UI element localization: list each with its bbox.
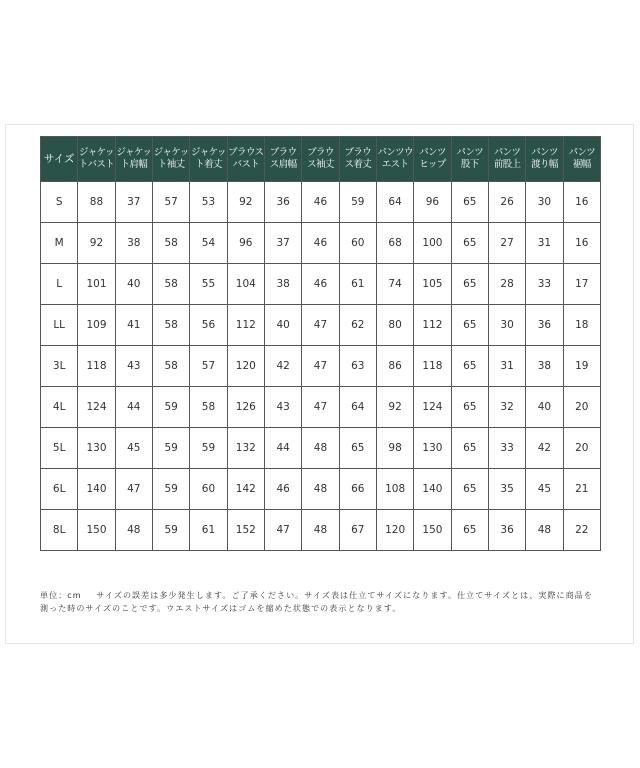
table-header-cell: ブラウ ス着丈 [339, 137, 376, 182]
table-cell: 36 [488, 510, 525, 551]
table-cell: 65 [451, 264, 488, 305]
table-header-cell: パンツ 股下 [451, 137, 488, 182]
size-label-cell: S [41, 182, 78, 223]
table-cell: 74 [376, 264, 413, 305]
table-cell: 124 [78, 387, 115, 428]
table-cell: 47 [115, 469, 152, 510]
table-cell: 130 [414, 428, 451, 469]
table-cell: 120 [376, 510, 413, 551]
table-cell: 47 [264, 510, 301, 551]
table-row [41, 387, 601, 428]
table-cell: 96 [227, 223, 264, 264]
table-cell: 42 [526, 428, 563, 469]
table-cell: 47 [302, 305, 339, 346]
table-header-cell: パンツウ エスト [376, 137, 413, 182]
table-header-cell: ブラウス バスト [227, 137, 264, 182]
table-cell: 36 [526, 305, 563, 346]
size-label-cell: 4L [41, 387, 78, 428]
table-cell: 101 [78, 264, 115, 305]
table-cell: 60 [190, 469, 227, 510]
table-cell: 46 [264, 469, 301, 510]
table-cell: 40 [264, 305, 301, 346]
table-cell: 20 [563, 387, 600, 428]
table-cell: 62 [339, 305, 376, 346]
table-cell: 130 [78, 428, 115, 469]
table-cell: 58 [152, 346, 189, 387]
table-cell: 142 [227, 469, 264, 510]
table-cell: 33 [488, 428, 525, 469]
table-cell: 44 [115, 387, 152, 428]
table-cell: 55 [190, 264, 227, 305]
table-row [41, 510, 601, 551]
table-cell: 30 [488, 305, 525, 346]
table-cell: 19 [563, 346, 600, 387]
table-cell: 28 [488, 264, 525, 305]
table-cell: 53 [190, 182, 227, 223]
table-cell: 112 [414, 305, 451, 346]
table-cell: 61 [190, 510, 227, 551]
table-header-cell: ジャケッ トバスト [78, 137, 115, 182]
table-cell: 31 [488, 346, 525, 387]
table-cell: 118 [78, 346, 115, 387]
table-cell: 16 [563, 223, 600, 264]
table-cell: 38 [526, 346, 563, 387]
table-header-cell: ブラウ ス袖丈 [302, 137, 339, 182]
table-cell: 46 [302, 223, 339, 264]
table-cell: 68 [376, 223, 413, 264]
table-cell: 16 [563, 182, 600, 223]
table-row [41, 469, 601, 510]
table-cell: 31 [526, 223, 563, 264]
table-cell: 41 [115, 305, 152, 346]
table-row [41, 264, 601, 305]
table-cell: 105 [414, 264, 451, 305]
table-cell: 67 [339, 510, 376, 551]
table-header-cell: パンツ 渡り幅 [526, 137, 563, 182]
table-cell: 46 [302, 182, 339, 223]
table-cell: 35 [488, 469, 525, 510]
table-cell: 59 [152, 387, 189, 428]
table-cell: 42 [264, 346, 301, 387]
table-cell: 57 [190, 346, 227, 387]
table-row [41, 305, 601, 346]
table-cell: 60 [339, 223, 376, 264]
table-cell: 61 [339, 264, 376, 305]
table-header-cell: ジャケッ ト袖丈 [152, 137, 189, 182]
table-cell: 38 [264, 264, 301, 305]
table-cell: 100 [414, 223, 451, 264]
table-cell: 43 [264, 387, 301, 428]
table-cell: 48 [302, 510, 339, 551]
table-cell: 33 [526, 264, 563, 305]
table-cell: 63 [339, 346, 376, 387]
table-cell: 92 [227, 182, 264, 223]
table-cell: 112 [227, 305, 264, 346]
table-cell: 44 [264, 428, 301, 469]
table-cell: 150 [78, 510, 115, 551]
table-cell: 32 [488, 387, 525, 428]
table-header-row [41, 137, 601, 182]
note-unit: 単位：cm [40, 591, 82, 600]
table-cell: 80 [376, 305, 413, 346]
header-size: サイズ [41, 137, 78, 182]
table-cell: 18 [563, 305, 600, 346]
table-header-cell: ジャケッ ト肩幅 [115, 137, 152, 182]
table-cell: 65 [451, 346, 488, 387]
table-cell: 27 [488, 223, 525, 264]
table-cell: 48 [526, 510, 563, 551]
table-cell: 46 [302, 264, 339, 305]
table-cell: 48 [302, 428, 339, 469]
table-cell: 152 [227, 510, 264, 551]
table-row [41, 182, 601, 223]
table-cell: 45 [115, 428, 152, 469]
table-body [41, 182, 601, 551]
table-cell: 86 [376, 346, 413, 387]
table-cell: 59 [339, 182, 376, 223]
table-cell: 45 [526, 469, 563, 510]
table-cell: 37 [264, 223, 301, 264]
table-cell: 118 [414, 346, 451, 387]
table-cell: 64 [339, 387, 376, 428]
size-label-cell: 8L [41, 510, 78, 551]
table-cell: 48 [115, 510, 152, 551]
table-cell: 140 [414, 469, 451, 510]
table-cell: 59 [190, 428, 227, 469]
size-label-cell: 5L [41, 428, 78, 469]
table-header-cell: パンツ ヒップ [414, 137, 451, 182]
table-cell: 17 [563, 264, 600, 305]
table-header-cell: ジャケッ ト着丈 [190, 137, 227, 182]
table-cell: 140 [78, 469, 115, 510]
table-header-cell: パンツ 前股上 [488, 137, 525, 182]
table-cell: 65 [339, 428, 376, 469]
table-cell: 20 [563, 428, 600, 469]
table-cell: 64 [376, 182, 413, 223]
size-label-cell: 3L [41, 346, 78, 387]
size-table [40, 136, 601, 551]
table-cell: 54 [190, 223, 227, 264]
table-cell: 132 [227, 428, 264, 469]
table-cell: 58 [152, 264, 189, 305]
table-cell: 58 [152, 223, 189, 264]
table-cell: 104 [227, 264, 264, 305]
table-cell: 43 [115, 346, 152, 387]
size-label-cell: LL [41, 305, 78, 346]
size-label-cell: 6L [41, 469, 78, 510]
table-cell: 26 [488, 182, 525, 223]
note-text: サイズの誤差は多少発生します。ご了承ください。サイズ表は仕立てサイズになります。仕立てサイズとは、実際に商品を測った時のサイズのことです。ウエストサイズはゴムを縮めた状態での表示となります。 [40, 591, 593, 613]
table-cell: 30 [526, 182, 563, 223]
table-cell: 96 [414, 182, 451, 223]
size-label-cell: M [41, 223, 78, 264]
table-cell: 36 [264, 182, 301, 223]
table-cell: 59 [152, 428, 189, 469]
table-cell: 98 [376, 428, 413, 469]
table-cell: 65 [451, 182, 488, 223]
table-header-cell: ブラウ ス肩幅 [264, 137, 301, 182]
table-cell: 22 [563, 510, 600, 551]
size-label-cell: L [41, 264, 78, 305]
table-row [41, 428, 601, 469]
table-cell: 59 [152, 469, 189, 510]
table-cell: 57 [152, 182, 189, 223]
table-cell: 92 [376, 387, 413, 428]
table-cell: 58 [190, 387, 227, 428]
table-cell: 47 [302, 346, 339, 387]
table-cell: 126 [227, 387, 264, 428]
table-cell: 120 [227, 346, 264, 387]
table-cell: 65 [451, 428, 488, 469]
table-header-cell: パンツ 裾幅 [563, 137, 600, 182]
table-cell: 21 [563, 469, 600, 510]
table-cell: 47 [302, 387, 339, 428]
table-cell: 92 [78, 223, 115, 264]
table-cell: 59 [152, 510, 189, 551]
table-cell: 66 [339, 469, 376, 510]
table-cell: 48 [302, 469, 339, 510]
table-cell: 88 [78, 182, 115, 223]
table-row [41, 346, 601, 387]
table-cell: 40 [115, 264, 152, 305]
table-cell: 150 [414, 510, 451, 551]
table-cell: 65 [451, 223, 488, 264]
table-cell: 38 [115, 223, 152, 264]
size-note [40, 589, 600, 615]
table-cell: 40 [526, 387, 563, 428]
table-cell: 65 [451, 510, 488, 551]
table-cell: 37 [115, 182, 152, 223]
table-cell: 58 [152, 305, 189, 346]
table-cell: 65 [451, 469, 488, 510]
table-cell: 124 [414, 387, 451, 428]
table-cell: 65 [451, 387, 488, 428]
table-cell: 108 [376, 469, 413, 510]
table-row [41, 223, 601, 264]
table-cell: 56 [190, 305, 227, 346]
table-cell: 109 [78, 305, 115, 346]
table-cell: 65 [451, 305, 488, 346]
